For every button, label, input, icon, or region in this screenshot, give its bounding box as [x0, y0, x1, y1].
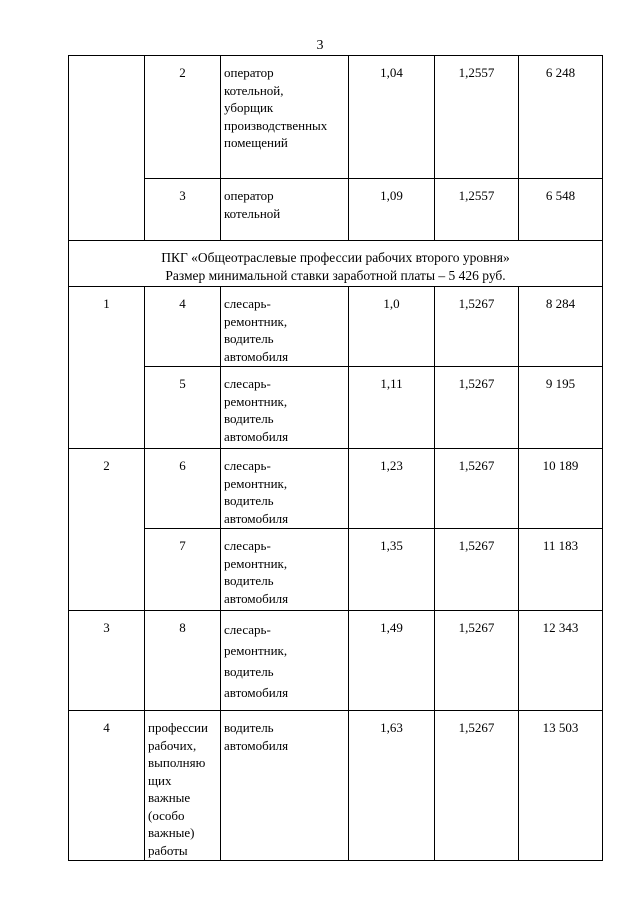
table-row: [69, 367, 603, 449]
wage-table: [68, 55, 603, 861]
k2-cell: 1,5267: [435, 367, 519, 449]
page-number: 3: [316, 38, 324, 53]
qual-level-cell: 4: [145, 287, 221, 367]
salary-cell: 6 248: [519, 56, 603, 179]
table-row: [69, 56, 603, 179]
table-row: [69, 529, 603, 611]
salary-cell: 9 195: [519, 367, 603, 449]
coef-cell: 1,63: [349, 711, 435, 861]
k2-cell: 1,5267: [435, 711, 519, 861]
table-row: [69, 611, 603, 711]
k2-cell: 1,5267: [435, 287, 519, 367]
table-row: [69, 711, 603, 861]
pkg-min-rate: Размер минимальной ставки заработной платы – 5 426 руб.: [165, 267, 506, 283]
coef-cell: 1,35: [349, 529, 435, 611]
coef-cell: 1,0: [349, 287, 435, 367]
coef-cell: 1,04: [349, 56, 435, 179]
qual-level-cell: 3: [145, 179, 221, 241]
k2-cell: 1,2557: [435, 56, 519, 179]
level-cell: 3: [69, 611, 145, 711]
level-cell: 4: [69, 711, 145, 861]
k2-cell: 1,5267: [435, 611, 519, 711]
qual-level-cell: 5: [145, 367, 221, 449]
table-row: [69, 287, 603, 367]
job-title-cell: водитель автомобиля: [221, 711, 349, 861]
job-title-cell: оператор котельной: [221, 179, 349, 241]
pkg-title: ПКГ «Общеотраслевые профессии рабочих второго уровня»: [161, 250, 510, 265]
level-cell: 2: [69, 449, 145, 611]
k2-cell: 1,2557: [435, 179, 519, 241]
job-title-cell: оператор котельной, уборщик производственных помещений: [221, 56, 349, 179]
qual-level-cell: 2: [145, 56, 221, 179]
job-title-cell: слесарь- ремонтник, водитель автомобиля: [221, 529, 349, 611]
level-cell: 1: [69, 287, 145, 449]
salary-cell: 12 343: [519, 611, 603, 711]
coef-cell: 1,11: [349, 367, 435, 449]
k2-cell: 1,5267: [435, 449, 519, 529]
salary-cell: 13 503: [519, 711, 603, 861]
qual-level-cell: 8: [145, 611, 221, 711]
job-title-cell: слесарь- ремонтник, водитель автомобиля: [221, 611, 349, 711]
job-title-cell: слесарь- ремонтник, водитель автомобиля: [221, 367, 349, 449]
pkg-header-row: [69, 241, 603, 287]
coef-cell: 1,49: [349, 611, 435, 711]
table-row: [69, 449, 603, 529]
table-row: [69, 179, 603, 241]
level-cell: [69, 56, 145, 241]
qual-group-description-cell: профессии рабочих, выполняю щих важные (особо важные) работы: [145, 711, 221, 861]
qual-level-cell: 7: [145, 529, 221, 611]
coef-cell: 1,23: [349, 449, 435, 529]
salary-cell: 10 189: [519, 449, 603, 529]
salary-cell: 8 284: [519, 287, 603, 367]
salary-cell: 11 183: [519, 529, 603, 611]
pkg-header-cell: [69, 241, 603, 287]
coef-cell: 1,09: [349, 179, 435, 241]
job-title-cell: слесарь- ремонтник, водитель автомобиля: [221, 449, 349, 529]
k2-cell: 1,5267: [435, 529, 519, 611]
qual-level-cell: 6: [145, 449, 221, 529]
salary-cell: 6 548: [519, 179, 603, 241]
job-title-cell: слесарь- ремонтник, водитель автомобиля: [221, 287, 349, 367]
